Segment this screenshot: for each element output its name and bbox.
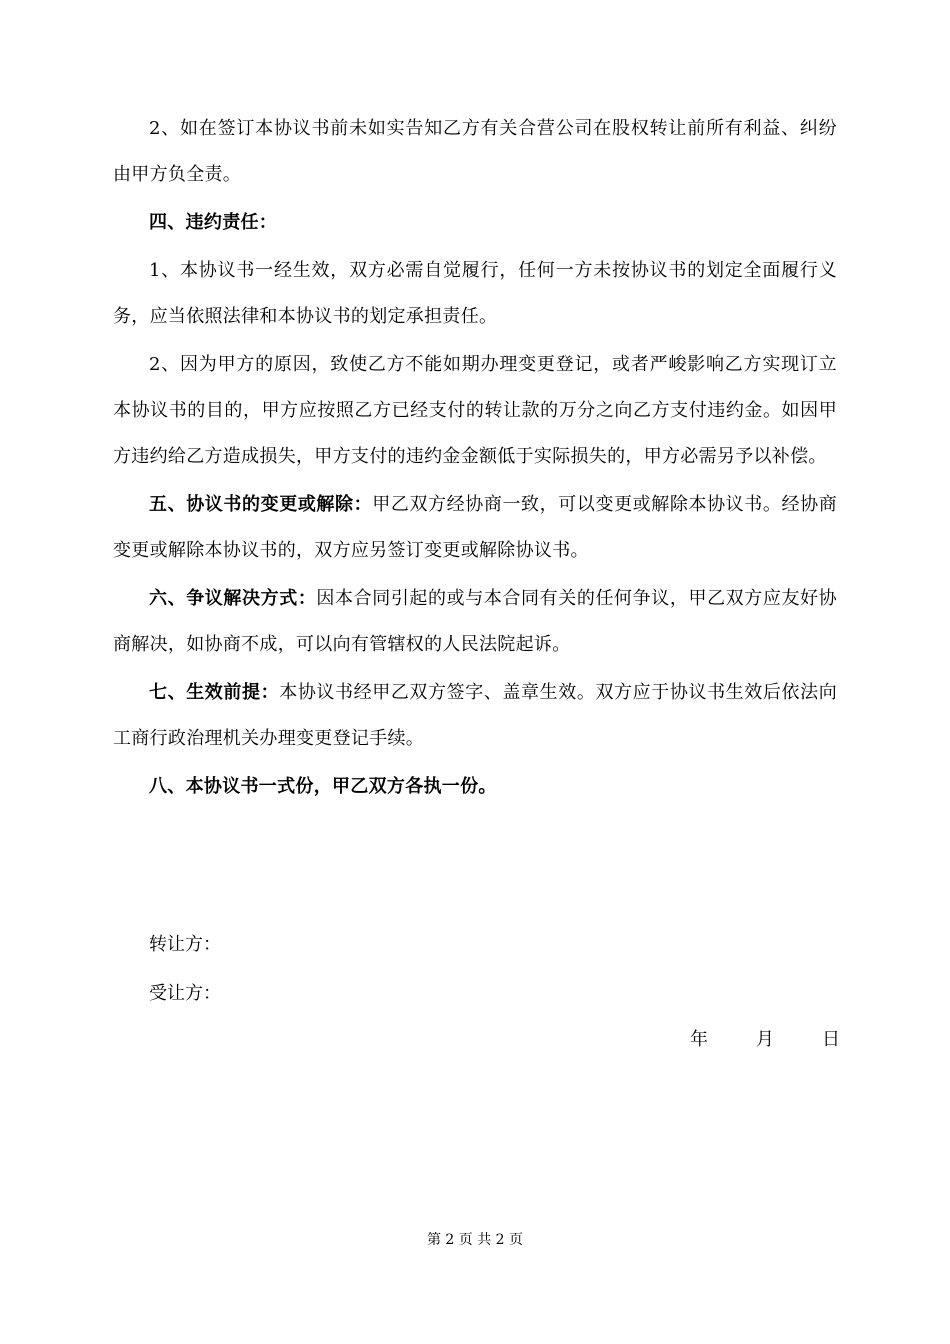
clause-7-text: 本协议书经甲乙双方签字、盖章生效。双方应于协议书生效后依法向工商行政治理机关办理变更登记手续。 [113, 682, 837, 749]
clause-6 [113, 576, 837, 668]
date-month: 月 [756, 1029, 774, 1050]
paragraph-2-disclosure: 2、如在签订本协议书前未如实告知乙方有关合营公司在股权转让前所有利益、纠纷由甲方负全责。 [113, 118, 837, 185]
clause-5 [113, 482, 837, 574]
document-body [113, 106, 837, 812]
page-footer: 第 2 页 共 2 页 [426, 1232, 524, 1248]
section-heading-breach: 四、违约责任： [149, 212, 278, 233]
paragraph-breach-1: 1、本协议书一经生效，双方必需自觉履行，任何一方未按协议书的划定全面履行义务，应当依照法律和本协议书的划定承担责任。 [113, 260, 837, 327]
signature-date [690, 1025, 840, 1055]
clause-8: 八、本协议书一式份，甲乙双方各执一份。 [149, 776, 497, 797]
transferee-label: 受让方： [149, 983, 221, 1004]
paragraph-breach-2: 2、因为甲方的原因，致使乙方不能如期办理变更登记，或者严峻影响乙方实现订立本协议书的目的，甲方应按照乙方已经支付的转让款的万分之向乙方支付违约金。如因甲方违约给乙方造成损失，甲方支付的违约金金额低于实际损失的，甲方必需另予以补偿。 [113, 354, 837, 467]
clause-6-text: 因本合同引起的或与本合同有关的任何争议，甲乙双方应友好协商解决，如协商不成，可以向有管辖权的人民法院起诉。 [113, 588, 837, 655]
clause-5-label: 五、协议书的变更或解除： [149, 494, 373, 515]
clause-5-text: 甲乙双方经协商一致，可以变更或解除本协议书。经协商变更或解除本协议书的，双方应另签订变更或解除协议书。 [113, 494, 837, 561]
date-year: 年 [690, 1029, 708, 1050]
transferor-label: 转让方： [149, 934, 221, 955]
clause-6-label: 六、争议解决方式： [149, 588, 317, 609]
clause-7-label: 七、生效前提： [149, 682, 280, 703]
clause-7 [113, 670, 837, 762]
date-day: 日 [822, 1029, 840, 1050]
